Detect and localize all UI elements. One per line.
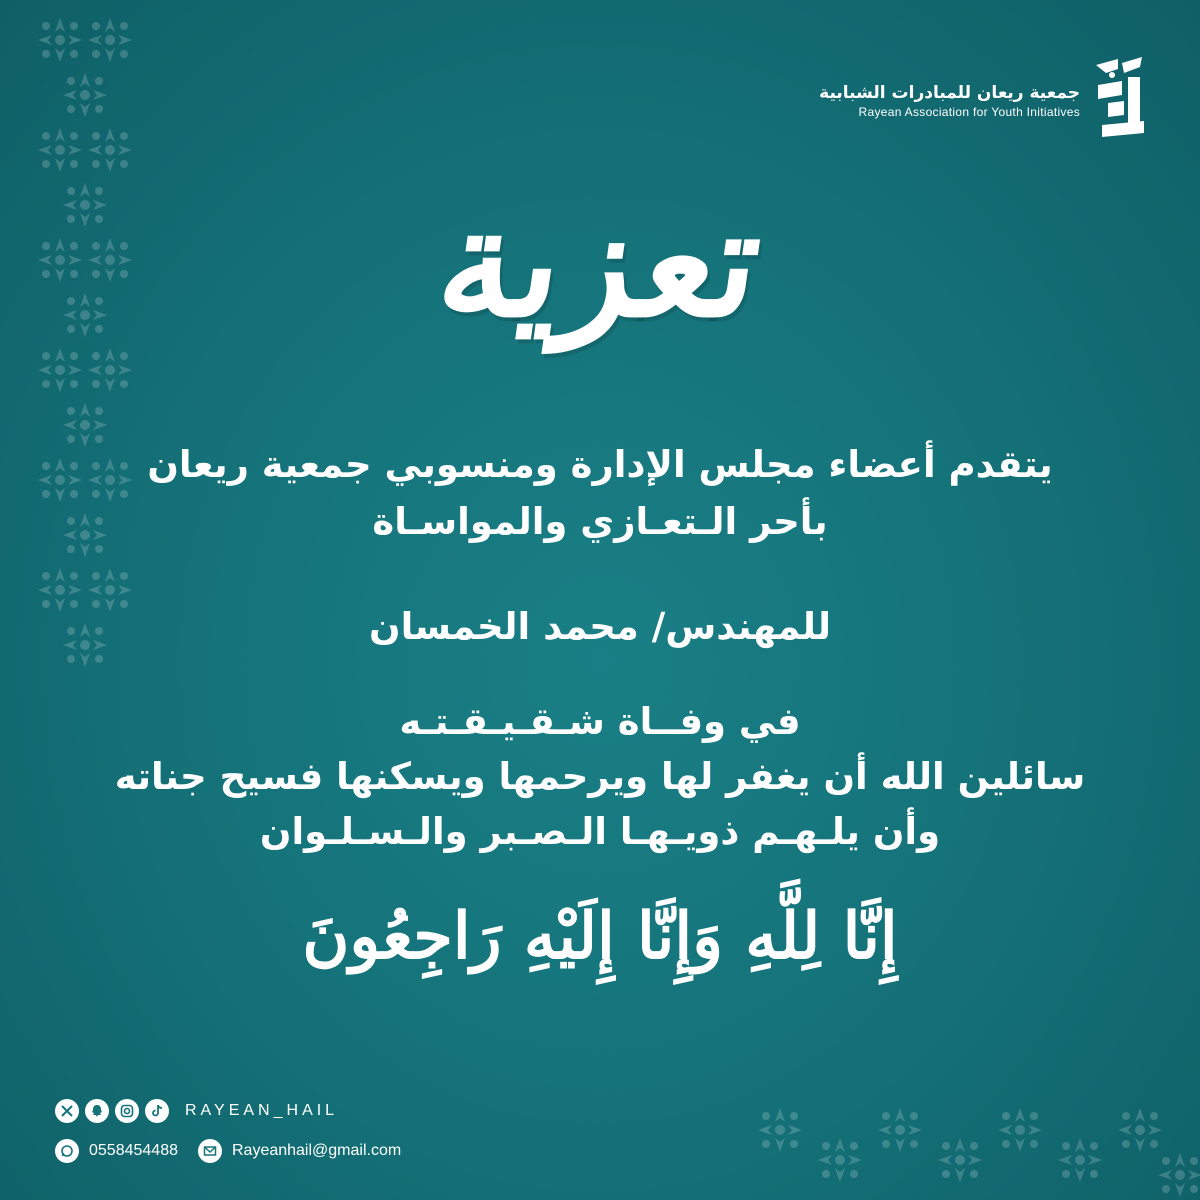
whatsapp-icon[interactable] [55, 1139, 79, 1163]
message-line-2: بأحر الـتعـازي والمواسـاة [372, 500, 828, 543]
tiktok-icon[interactable] [145, 1099, 169, 1123]
phone-number[interactable]: 0558454488 [89, 1142, 178, 1159]
message-line-1: يتقدم أعضاء مجلس الإدارة ومنسوبي جمعية ريعان [147, 443, 1053, 486]
message-line-4: في وفــاة شـقـيـقـتـه [399, 700, 801, 743]
decorative-pattern-bottom [740, 1090, 1200, 1200]
contact-row [55, 1137, 401, 1165]
recipient-name: للمهندس/ محمد الخمسان [369, 605, 831, 648]
snapchat-icon[interactable] [85, 1099, 109, 1123]
quran-verse-calligraphy: إِنَّا لِلَّهِ وَإِنَّا إِلَيْهِ رَاجِعُونَ [302, 899, 898, 974]
instagram-icon[interactable] [115, 1099, 139, 1123]
social-row [55, 1097, 401, 1125]
email-icon[interactable] [198, 1139, 222, 1163]
condolence-title: تعزية [428, 175, 772, 351]
message-line-5: سائلين الله أن يغفر لها ويرحمها ويسكنها فسيح جناته [114, 755, 1086, 798]
message-line-6: وأن يلـهـم ذويـهـا الـصـبر والـسـلـوان [259, 810, 941, 853]
social-handle[interactable]: RAYEAN_HAIL [185, 1102, 339, 1119]
logo-text [819, 83, 1080, 119]
association-logo [819, 55, 1150, 147]
contact-footer [55, 1097, 401, 1177]
x-icon[interactable] [55, 1099, 79, 1123]
email-address[interactable]: Rayeanhail@gmail.com [231, 1142, 402, 1159]
logo-english-name: Rayean Association for Youth Initiatives [858, 105, 1080, 119]
rayean-logo-mark-icon [1088, 55, 1150, 147]
logo-arabic-name: جمعية ريعان للمبادرات الشبابية [819, 83, 1080, 103]
